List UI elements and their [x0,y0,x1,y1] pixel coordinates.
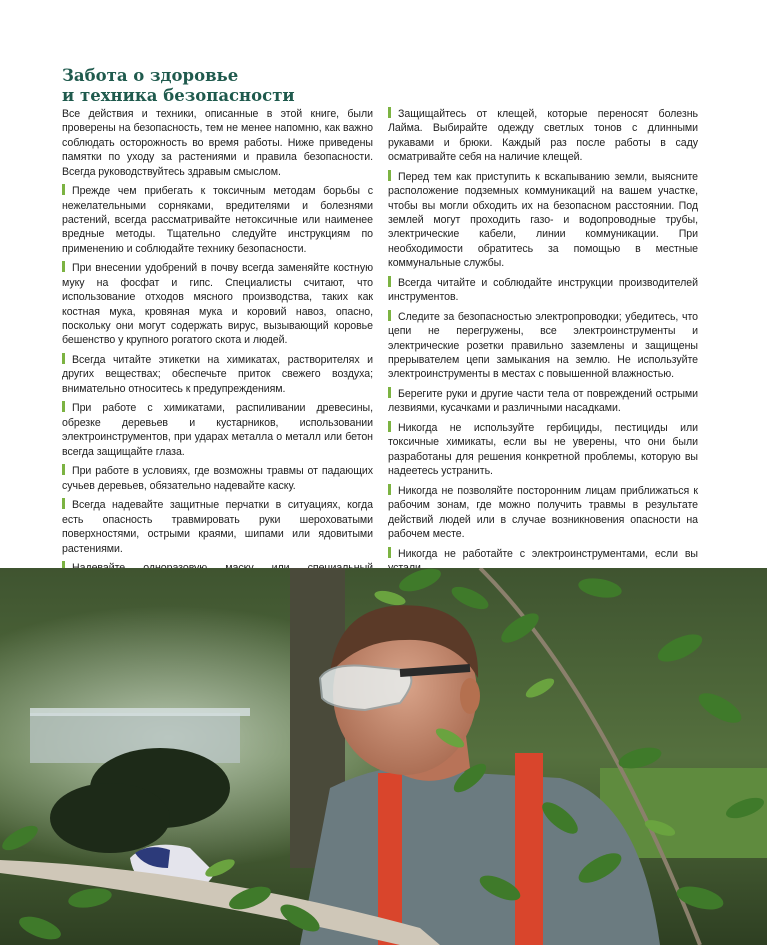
green-bullet-icon [388,107,391,118]
green-bullet-icon [62,184,65,195]
list-item: Всегда читайте и соблюдайте инструкции производителей инструментов. [388,276,698,304]
green-bullet-icon [62,464,65,475]
list-item: Защищайтесь от клещей, которые переносят болезнь Лайма. Выбирайте одежду светлых тонов с длинными рукавами и брюки. Каждый раз после работы в саду осматривайте себя на наличие клещей. [388,108,698,164]
green-bullet-icon [62,261,65,272]
list-item: Никогда не используйте гербициды, пестициды или токсичные химикаты, если вы не уверены, что они были разработаны для решения конкретной проблемы, которую вы надеетесь устранить. [388,422,698,478]
list-item: Перед тем как приступить к вскапыванию земли, выясните расположение подземных коммуникаций на вашем участке, чтобы вы могли обходить их на безопасном расстоянии. Под землей могут проходить газо- и водопроводные трубы, электрические кабели, линии коммуникации. При необходимости обратитесь за помощью в местные коммунальные службы. [388,170,698,270]
left-column [62,107,373,610]
green-bullet-icon [388,170,391,181]
list-item: При работе с химикатами, распиливании древесины, обрезке деревьев и кустарников, использовании электроинструментов, при ударах металла о металл или бетон всегда защищайте глаза. [62,402,373,458]
list-item: Никогда не работайте с электроинструментами, если вы [388,547,698,576]
list-item: Берегите руки и другие части тела от повреждений острыми лезвиями, кусачками и различными насадками. [388,388,698,415]
title-line-1: Забота о здоровье [62,66,239,85]
list-item: Никогда не позволяйте посторонним лицам приближаться к рабочим зонам, где можно получить травмы в результате действий людей или в случае возникновения опасности на рабочем месте. [388,484,698,541]
photo-illustration [0,568,767,945]
green-bullet-icon [62,353,65,364]
list-item: При внесении удобрений в почву всегда заменяйте костную муку на фосфат и гипс. Специалисты считают, что использование отходов мясного производства, таких как костная мука, кровяная мука и коровий навоз, опасно, поскольку они могут содержать вирус, вызывающий коровье бешенство у крупного рогатого скота и людей. [62,262,373,347]
list-item: При работе в условиях, где возможны травмы от падающих сучьев деревьев, обязательно надевайте каску. [62,465,373,492]
green-bullet-icon [388,421,391,432]
photo-gardener-with-goggles [0,568,767,945]
list-item: Всегда читайте этикетки на химикатах, растворителях и других веществах; обеспечьте приток свежего воздуха; внимательно относитесь к предупреждениям. [62,354,373,395]
green-bullet-icon [388,276,391,287]
list-item: Прежде чем прибегать к токсичным методам борьбы с нежелательными сорняками, вредителями и болезнями растений, всегда рассматривайте нетоксичные или наименее вредные методы. Тщательно следуйте инструкциям по применению и соблюдайте технику безопасности. [62,185,373,255]
green-bullet-icon [388,547,391,558]
intro-paragraph: Все действия и техники, описанные в этой книге, были проверены на безопасность, тем не менее напомню, как важно соблюдать осторожность во время работы. Ниже приведены памятки по уходу за растениями и правила безопасности. Всегда руководствуйтесь здравым смыслом. [62,108,373,178]
list-item: Всегда надевайте защитные перчатки в ситуациях, когда есть опасность травмировать руки шероховатыми поверхностями, острыми краями, шипами или ядовитыми растениями. [62,499,373,555]
list-item: Следите за безопасностью электропроводки; убедитесь, что цепи не перегружены, все электроинструменты и электрические розетки правильно заземлены и защищены прерывателем цепи замыкания на землю. Не используйте электроинструменты в местах с повышенной влажностью. [388,310,698,381]
green-bullet-icon [388,484,391,495]
green-bullet-icon [62,498,65,509]
page-title [62,66,382,106]
green-bullet-icon [388,310,391,321]
title-line-2: и техника безопасности [62,86,295,105]
green-bullet-icon [388,387,391,398]
right-column [388,107,698,615]
green-bullet-icon [62,401,65,412]
